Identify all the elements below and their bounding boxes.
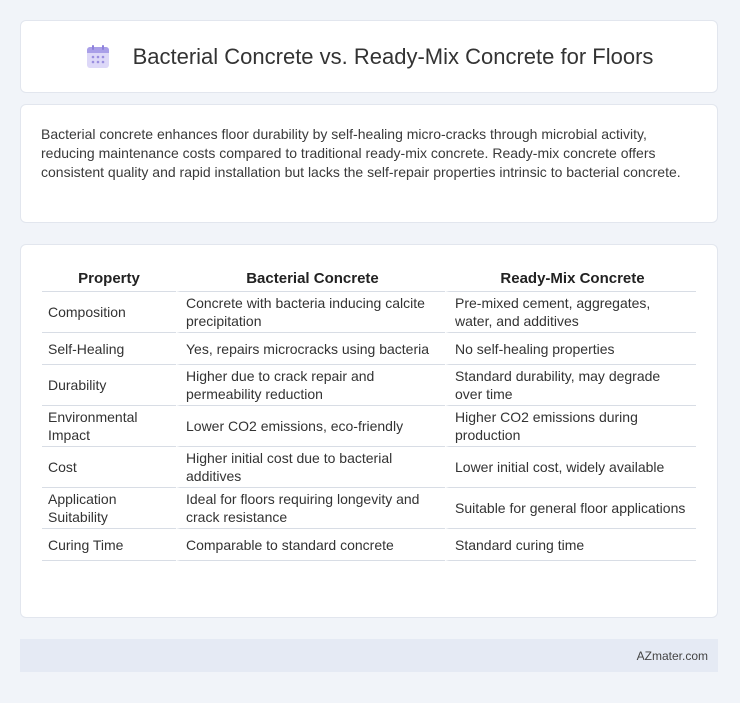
cell-property: Application Suitability [42, 488, 176, 529]
cell-property: Composition [42, 292, 176, 333]
page-title: Bacterial Concrete vs. Ready-Mix Concrete for Floors [132, 43, 654, 69]
table-row [42, 529, 696, 561]
summary-card [20, 104, 718, 223]
cell-bacterial: Yes, repairs microcracks using bacteria [176, 333, 445, 365]
cell-property: Curing Time [42, 529, 176, 561]
table-header-row [42, 263, 696, 292]
calendar-icon [85, 44, 111, 70]
header-property: Property [42, 263, 176, 292]
table-row [42, 488, 696, 529]
cell-property: Environmental Impact [42, 406, 176, 447]
cell-readymix: Higher CO2 emissions during production [445, 406, 696, 447]
table-row [42, 447, 696, 488]
cell-bacterial: Lower CO2 emissions, eco-friendly [176, 406, 445, 447]
cell-bacterial: Higher due to crack repair and permeability reduction [176, 365, 445, 406]
cell-readymix: Lower initial cost, widely available [445, 447, 696, 488]
cell-readymix: Pre-mixed cement, aggregates, water, and additives [445, 292, 696, 333]
header-ready-mix-concrete: Ready-Mix Concrete [445, 263, 696, 292]
cell-property: Self-Healing [42, 333, 176, 365]
cell-readymix: No self-healing properties [445, 333, 696, 365]
comparison-table [42, 263, 696, 561]
cell-readymix: Standard durability, may degrade over time [445, 365, 696, 406]
cell-readymix: Standard curing time [445, 529, 696, 561]
cell-bacterial: Ideal for floors requiring longevity and crack resistance [176, 488, 445, 529]
cell-bacterial: Concrete with bacteria inducing calcite precipitation [176, 292, 445, 333]
title-card [20, 20, 718, 93]
table-row [42, 365, 696, 406]
table-row [42, 292, 696, 333]
summary-text: Bacterial concrete enhances floor durability by self-healing micro-cracks through microbial activity, reducing maintenance costs compared to traditional ready-mix concrete. Ready-mix concrete offers consistent quality and rapid installation but lacks the self-repair properties intrinsic to bacterial concrete. [41, 126, 681, 180]
cell-property: Durability [42, 365, 176, 406]
header-bacterial-concrete: Bacterial Concrete [176, 263, 445, 292]
footer [20, 639, 718, 672]
cell-readymix: Suitable for general floor applications [445, 488, 696, 529]
cell-bacterial: Comparable to standard concrete [176, 529, 445, 561]
table-row [42, 333, 696, 365]
cell-property: Cost [42, 447, 176, 488]
footer-brand: AZmater.com [636, 648, 708, 663]
table-row [42, 406, 696, 447]
cell-bacterial: Higher initial cost due to bacterial additives [176, 447, 445, 488]
comparison-table-card [20, 244, 718, 618]
